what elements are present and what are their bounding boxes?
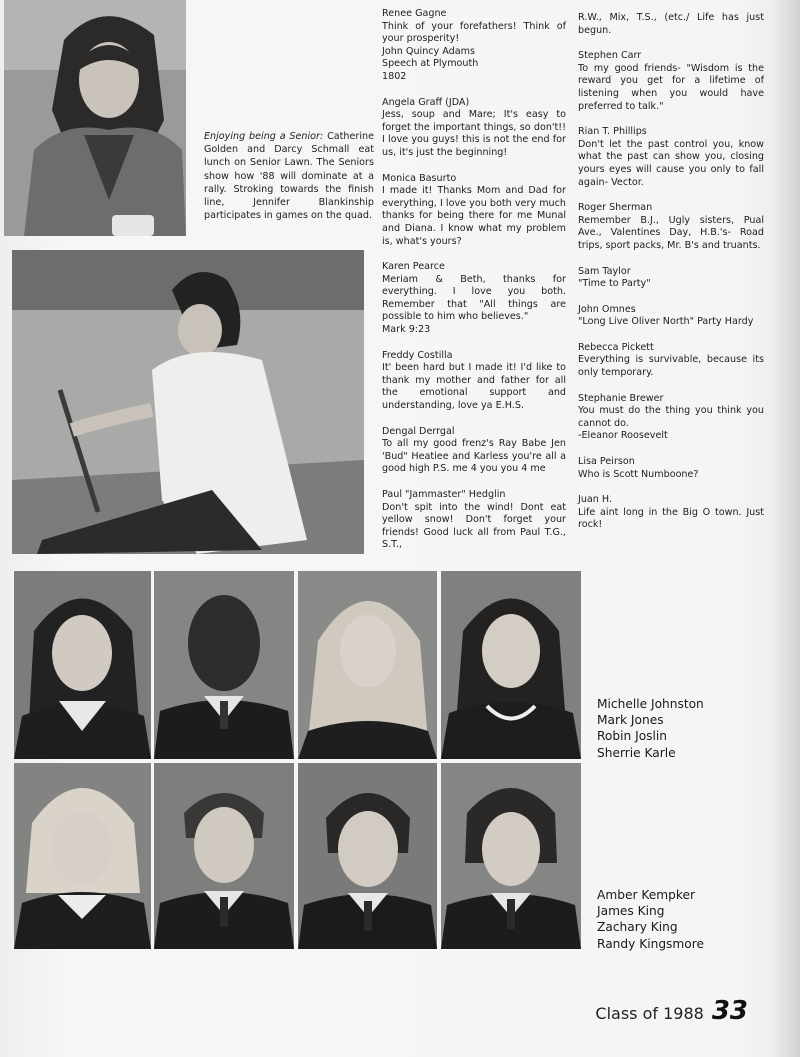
- student-name: Roger Sherman: [578, 202, 653, 214]
- quote-entry: [382, 8, 566, 84]
- portrait-photo: [441, 571, 581, 759]
- student-name: Stephanie Brewer: [578, 392, 664, 404]
- quote-entry: [382, 489, 566, 552]
- portrait-names-row-1: [597, 696, 704, 761]
- page-number: 33: [711, 996, 748, 1026]
- quote-entry: [578, 393, 764, 443]
- caption-lead: Enjoying being a Senior:: [204, 131, 324, 142]
- portrait-photo: [298, 571, 437, 759]
- quote-entry: [578, 126, 764, 189]
- photo-caption: [204, 130, 374, 222]
- quote-entry: [382, 97, 566, 160]
- student-message: Remember B.J., Ugly sisters, Pual Ave., Valentines Day, H.B.'s- Road trips, sport packs, Mr. B's and truants.: [578, 214, 764, 251]
- portrait-photo: [298, 763, 437, 949]
- student-message: Don't spit into the wind! Dont eat yellow snow! Don't forget your friends! Good luck all from Paul T.G., S.T.,: [382, 501, 566, 551]
- student-name: Robin Joslin: [597, 729, 667, 744]
- quote-entry: [578, 266, 764, 291]
- quote-entry: [382, 350, 566, 413]
- caption-text: Catherine Golden and Darcy Schmall eat lunch on Senior Lawn. The Seniors show how '88 will dominate at a rally. Stroking towards the finish line, Jennifer Blankinship participates in games on the quad.: [204, 131, 374, 222]
- student-message: Everything is survivable, because its only temporary.: [578, 354, 764, 379]
- student-name: Stephen Carr: [578, 50, 642, 62]
- student-name: Karen Pearce: [382, 261, 445, 273]
- student-message: "Time to Party": [578, 278, 651, 290]
- portrait-photo: [441, 763, 581, 949]
- student-message: Don't let the past control you, know what the past can show you, closing yours eyes will cause you only to fall again- Vector.: [578, 138, 764, 188]
- portrait-names-row-2: [597, 887, 704, 952]
- student-name: James King: [597, 904, 665, 919]
- student-name: Rian T. Phillips: [578, 126, 647, 138]
- student-name: Angela Graff (JDA): [382, 96, 470, 108]
- quote-entry: [578, 304, 764, 329]
- student-message: "Long Live Oliver North" Party Hardy: [578, 316, 754, 328]
- student-name: John Omnes: [578, 303, 636, 315]
- student-message: Who is Scott Numboone?: [578, 468, 699, 480]
- senior-quotes-column-1: [382, 8, 566, 565]
- student-name: Juan H.: [578, 494, 613, 506]
- page-footer: [595, 996, 748, 1026]
- student-name: Renee Gagne: [382, 8, 447, 19]
- candid-photo-senior-lunch: [4, 0, 186, 236]
- portrait-photo: [154, 763, 294, 949]
- student-name: Randy Kingsmore: [597, 936, 704, 951]
- class-label: Class of 1988: [595, 1004, 704, 1023]
- quote-entry: [578, 202, 764, 252]
- candid-photo-quad-games: [12, 250, 364, 554]
- quote-entry: [578, 494, 764, 532]
- student-name: Rebecca Pickett: [578, 341, 654, 353]
- student-name: Paul "Jammaster" Hedglin: [382, 489, 506, 500]
- student-name: Mark Jones: [597, 713, 664, 728]
- student-message: To my good friends- "Wisdom is the reward you get for a lifetime of listening when you would have preferred to talk.": [578, 62, 764, 112]
- student-message: You must do the thing you think you cannot do. -Eleanor Roosevelt: [578, 405, 764, 442]
- student-name: Michelle Johnston: [597, 697, 704, 711]
- portrait-photo: [14, 763, 151, 949]
- student-message: Life aint long in the Big O town. Just rock!: [578, 506, 764, 531]
- quote-entry: [382, 426, 566, 476]
- quote-entry-continued: [578, 12, 764, 37]
- portrait-photo: [14, 571, 151, 759]
- student-message: Think of your forefathers! Think of your prosperity! John Quincy Adams Speech at Plymouth 1802: [382, 20, 566, 82]
- page-edge-shadow: [772, 0, 800, 1057]
- student-message: Meriam & Beth, thanks for everything. I love you both. Remember that "All things are possible to him who believes." Mark 9:23: [382, 273, 566, 336]
- quote-entry: [578, 342, 764, 380]
- student-name: Freddy Costilla: [382, 349, 453, 361]
- quote-entry: [382, 173, 566, 249]
- student-name: Amber Kempker: [597, 888, 695, 902]
- student-message: R.W., Mix, T.S., (etc./ Life has just begun.: [578, 12, 764, 36]
- student-message: To all my good frenz's Ray Babe Jen 'Bud" Heatiee and Karless you're all a good high P.S. me 4 you you 4 me: [382, 438, 566, 475]
- student-name: Sherrie Karle: [597, 745, 676, 760]
- student-name: Zachary King: [597, 920, 678, 935]
- quote-entry: [382, 261, 566, 337]
- portrait-photo: [154, 571, 294, 759]
- student-name: Sam Taylor: [578, 265, 631, 277]
- student-name: Monica Basurto: [382, 172, 457, 184]
- student-message: It' been hard but I made it! I'd like to thank my mother and father for all the emotional support and understanding, love ya E.H.S.: [382, 362, 566, 412]
- student-name: Dengal Derrgal: [382, 425, 455, 437]
- student-name: Lisa Peirson: [578, 456, 635, 468]
- quote-entry: [578, 456, 764, 481]
- student-message: I made it! Thanks Mom and Dad for everything, I love you both very much thanks for being there for me Munal and Diana. I know what my problem is, what's yours?: [382, 185, 566, 247]
- student-message: Jess, soup and Mare; It's easy to forget the important things, so don't!! I love you guys! this is not the end for us, it's just the beginning!: [382, 109, 566, 158]
- senior-quotes-column-2: [578, 12, 764, 545]
- quote-entry: [578, 50, 764, 113]
